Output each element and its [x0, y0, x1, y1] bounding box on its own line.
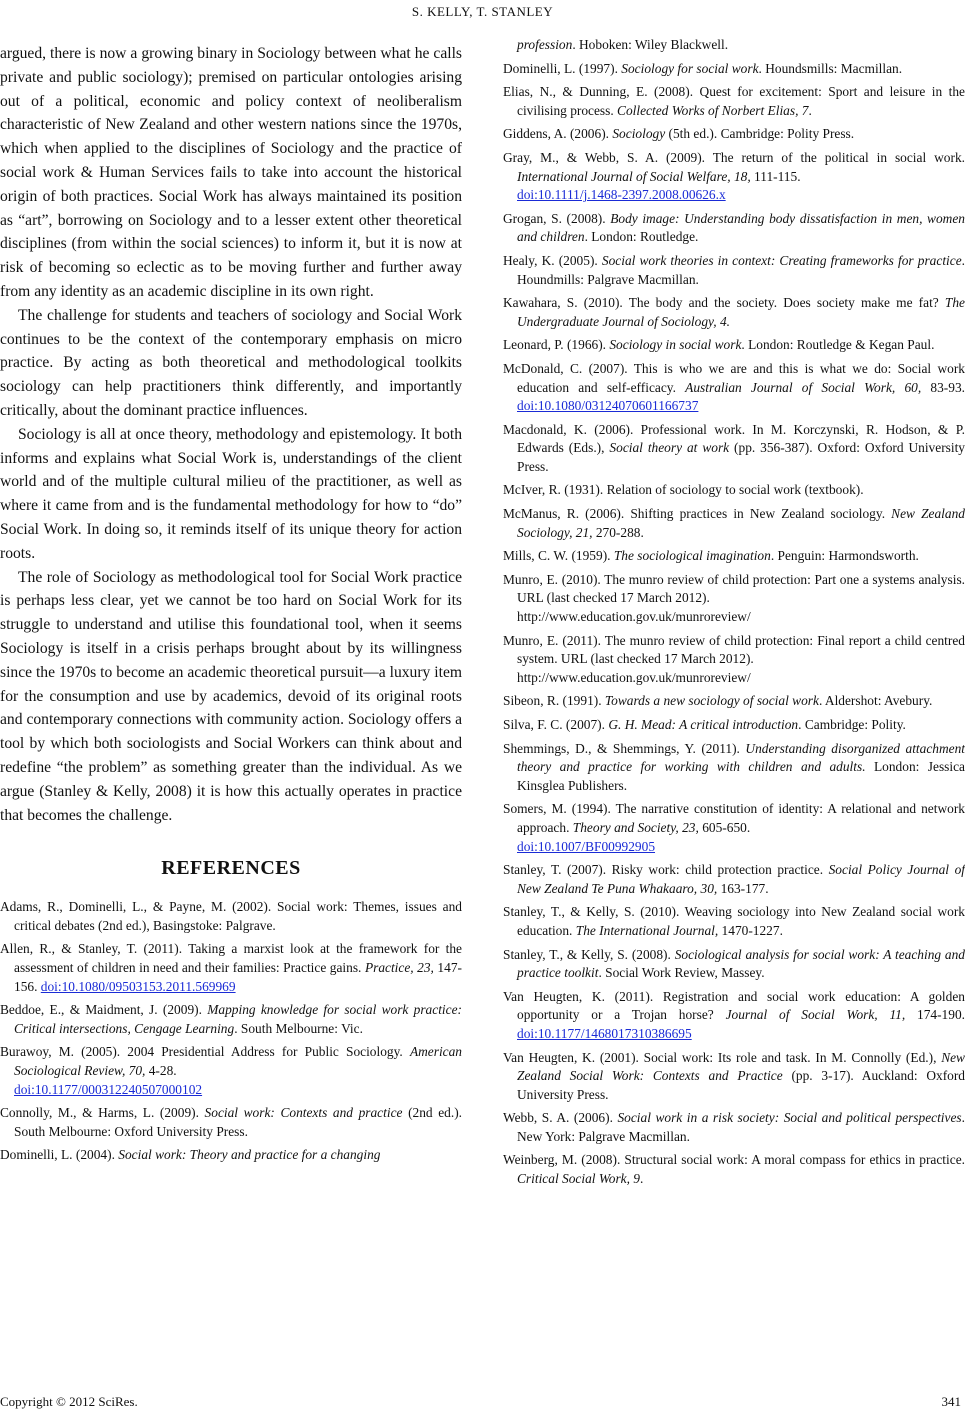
reference-text: Van Heugten, K. (2011). Registration and social work education: A golden opportunity or a Trojan horse?: [503, 988, 965, 1023]
doi-link[interactable]: doi:10.1177/1468017310386695: [517, 1025, 692, 1041]
reference-entry: [503, 861, 965, 898]
reference-title: Mapping knowledge for social work practice: Critical intersections, Cengage Learning: [14, 1002, 462, 1036]
reference-entry: [503, 716, 965, 735]
reference-text: Stanley, T. (2007). Risky work: child protection practice.: [503, 862, 829, 878]
reference-text: McIver, R. (1931). Relation of sociology to social work (textbook).: [503, 482, 864, 498]
reference-details: 4-28.: [145, 1063, 177, 1079]
reference-text: Healy, K. (2005).: [503, 252, 602, 268]
reference-title: Body image: Understanding body dissatisfaction in men, women and children: [517, 210, 965, 245]
reference-text: Van Heugten, K. (2001). Social work: Its role and task. In M. Connolly (Ed.),: [503, 1049, 942, 1065]
reference-url[interactable]: http://www.education.gov.uk/munroreview/: [517, 669, 751, 685]
reference-text: Stanley, T., & Kelly, S. (2010). Weaving sociology into New Zealand social work education.: [503, 904, 965, 938]
reference-title: New Zealand Social Work: Contexts and Practice: [517, 1049, 965, 1084]
reference-details: 147-156.: [14, 960, 462, 994]
reference-title: Journal of Social Work, 11,: [725, 1007, 906, 1023]
reference-entry: [503, 360, 965, 416]
reference-details: London: Jessica Kinsglea Publishers.: [517, 759, 965, 793]
reference-details: (pp. 356-387). Oxford: Oxford University Press.: [517, 440, 965, 474]
reference-details: 83-93.: [921, 379, 965, 395]
reference-title: Social theory at work: [609, 440, 730, 456]
reference-entry: [503, 149, 965, 205]
reference-title: Social work: Theory and practice for a changing: [118, 1147, 381, 1163]
reference-details: 163-177.: [717, 880, 769, 896]
reference-text: Silva, F. C. (2007).: [503, 717, 609, 732]
reference-entry: [503, 481, 965, 500]
reference-title: Theory and Society, 23,: [572, 819, 699, 835]
reference-entry: [503, 903, 965, 940]
reference-details: . Hoboken: Wiley Blackwell.: [572, 37, 729, 52]
right-column: [503, 36, 965, 1194]
reference-title: The sociological imagination: [613, 548, 771, 564]
reference-entry: [0, 940, 462, 996]
reference-title: Sociological analysis for social work: A teaching and practice toolkit: [517, 946, 965, 981]
reference-title: American Sociological Review, 70,: [14, 1044, 462, 1079]
reference-text: Dominelli, L. (1997).: [503, 60, 622, 76]
reference-title: Practice, 23,: [364, 960, 434, 976]
reference-text: Beddoe, E., & Maidment, J. (2009).: [0, 1002, 208, 1018]
reference-entry: [0, 1043, 462, 1099]
reference-text: McManus, R. (2006). Shifting practices in New Zealand sociology.: [503, 506, 892, 522]
reference-entry: [503, 632, 965, 688]
doi-link[interactable]: doi:10.1111/j.1468-2397.2008.00626.x: [517, 187, 726, 203]
reference-entry: [0, 1104, 462, 1141]
reference-entry: [503, 60, 965, 79]
reference-entry: [503, 740, 965, 796]
reference-entry: [503, 421, 965, 477]
reference-details: 270-288.: [592, 524, 644, 540]
reference-text: Sibeon, R. (1991).: [503, 693, 605, 709]
reference-entry: [503, 571, 965, 627]
left-column: [0, 42, 462, 1170]
reference-title: Social work: Contexts and practice: [204, 1105, 403, 1121]
reference-text: Weinberg, M. (2008). Structural social work: A moral compass for ethics in practice.: [503, 1152, 965, 1168]
reference-title: Sociology for social work: [621, 60, 759, 76]
reference-details: .: [640, 1171, 644, 1187]
reference-text: Burawoy, M. (2005). 2004 Presidential Address for Public Sociology.: [0, 1044, 410, 1060]
reference-entry: [503, 1151, 965, 1188]
reference-entry: [503, 692, 965, 711]
reference-title: Collected Works of Norbert Elias, 7: [617, 102, 809, 118]
reference-title: Critical Social Work, 9: [517, 1171, 640, 1187]
reference-details: .: [808, 102, 812, 118]
reference-details: . Penguin: Harmondsworth.: [770, 548, 919, 564]
reference-details: 111-115.: [750, 168, 801, 184]
reference-details: (2nd ed.). South Melbourne: Oxford University Press.: [14, 1105, 462, 1139]
reference-text: Giddens, A. (2006).: [503, 126, 613, 142]
reference-details: (5th ed.). Cambridge: Polity Press.: [665, 126, 855, 142]
paragraph-2: The challenge for students and teachers of sociology and Social Work continues to be the context of the contemporary emphasis on micro practice. By acting as both theoretical and methodological toolkits sociology can help practitioners think differently, and importantly critically, about the dominant practice influences.: [0, 306, 462, 419]
doi-link[interactable]: doi:10.1177/000312240507000102: [14, 1081, 203, 1097]
reference-details: . New York: Palgrave Macmillan.: [517, 1110, 965, 1144]
reference-entry: [503, 36, 965, 55]
reference-text: Munro, E. (2010). The munro review of child protection: Part one a systems analysis. URL (last checked 17 March 2012).: [503, 571, 965, 606]
reference-text: Grogan, S. (2008).: [503, 210, 611, 226]
reference-details: 605-650.: [698, 819, 751, 835]
reference-title: Social Policy Journal of New Zealand Te Puna Whakaaro, 30,: [517, 862, 965, 896]
reference-entry: [0, 1001, 462, 1038]
reference-entry: [503, 125, 965, 144]
reference-text: Adams, R., Dominelli, L., & Payne, M. (2002). Social work: Themes, issues and critical debates (2nd ed.), Basingstoke: Palgrave.: [0, 899, 462, 933]
reference-title: Sociology in social work: [609, 337, 742, 353]
reference-entry: [503, 1109, 965, 1146]
reference-text: Gray, M., & Webb, S. A. (2009). The return of the political in social work.: [503, 149, 965, 165]
reference-details: . Houndmills: Palgrave Macmillan.: [517, 252, 965, 287]
copyright-notice: Copyright © 2012 SciRes.: [0, 1394, 138, 1409]
reference-list-right: [503, 36, 965, 1189]
references-heading: REFERENCES: [161, 857, 301, 880]
doi-link[interactable]: doi:10.1080/09503153.2011.569969: [40, 978, 236, 994]
reference-entry: [0, 898, 462, 935]
reference-entry: [503, 294, 965, 331]
reference-title: Sociology: [612, 126, 666, 142]
paragraph-3: Sociology is all at once theory, methodology and epistemology. It both informs and explains what Social Work is, understandings of the client world and of the multiple cultural milieu of the practitioner, as well as where it came from and is the fundamental methodology for how to “do” Social Work. In doing so, it reminds itself of its unique theory for action roots.: [0, 425, 462, 562]
reference-title: profession: [517, 37, 573, 52]
reference-text: Webb, S. A. (2006).: [503, 1110, 618, 1126]
reference-title: Social work theories in context: Creating frameworks for practice: [601, 252, 962, 268]
reference-text: Munro, E. (2011). The munro review of child protection: Final report a child centred system. URL (last checked 17 March 2012).: [503, 632, 965, 667]
reference-entry: [503, 210, 965, 247]
reference-entry: [503, 252, 965, 289]
reference-text: Mills, C. W. (1959).: [503, 548, 614, 564]
reference-details: . Houndsmills: Macmillan.: [758, 60, 903, 76]
reference-title: Understanding disorganized attachment theory and practice for working with children and adults.: [517, 740, 965, 775]
running-head: S. KELLY, T. STANLEY: [411, 4, 554, 19]
paragraph-4: The role of Sociology as methodological tool for Social Work practice is perhaps less clear, yet we cannot be too hard on Social Work for its struggle to understand and utilise this foundational tool, when it seems Sociology is itself in a crisis perhaps brought about by its willingness since the 1970s to become an academic theoretical pursuit—a luxury item for the consumption and use by academics, devoid of its original roots and contemporary connections with community action. Sociology offers a tool by which both sociologists and Social Workers can think about and redefine “the problem” as something greater than the individual. As we argue (Stanley & Kelly, 2008) it is how this actually operates in practice that becomes the challenge.: [0, 568, 462, 824]
reference-title: The Undergraduate Journal of Sociology, 4.: [517, 295, 965, 329]
paragraph-1: argued, there is now a growing binary in Sociology between what he calls private and public sociology); premised on particular ontologies arising out of a political, economic and policy context of neoliberalism characteristic of New Zealand and other western nations since the 1970s, which when applied to the disciplines of Sociology and the practice of social work & Human Services fails to take into account the historical origin of both practices. Social Work has always maintained its position as “art”, borrowing on Sociology and to a lesser extent other theoretical disciplines (from within the social sciences) to inform it, but it is now at risk of becoming so eclectic as to be moving further and further away from any identity as an academic discipline in its own right.: [0, 45, 462, 300]
reference-entry: [503, 946, 965, 983]
reference-text: Elias, N., & Dunning, E. (2008). Quest for excitement: Sport and leisure in the civilising process.: [503, 84, 965, 118]
reference-text: Kawahara, S. (2010). The body and the society. Does society make me fat?: [503, 295, 945, 311]
reference-text: Stanley, T., & Kelly, S. (2008).: [503, 946, 675, 962]
reference-title: G. H. Mead: A critical introduction: [608, 717, 799, 732]
reference-text: Macdonald, K. (2006). Professional work. In M. Korczynski, R. Hodson, & P. Edwards (Eds.),: [503, 421, 965, 456]
reference-details: . London: Routledge & Kegan Paul.: [741, 337, 935, 353]
reference-list-left: [0, 898, 462, 1165]
reference-text: Connolly, M., & Harms, L. (2009).: [0, 1105, 205, 1121]
reference-details: . London: Routledge.: [584, 229, 699, 245]
reference-text: Somers, M. (1994). The narrative constitution of identity: A relational and network approach.: [503, 801, 965, 835]
reference-entry: [503, 1049, 965, 1105]
reference-details: . Aldershot: Avebury.: [818, 693, 933, 709]
reference-details: (pp. 3-17). Auckland: Oxford University Press.: [517, 1068, 965, 1102]
doi-link[interactable]: doi:10.1007/BF00992905: [517, 838, 656, 854]
reference-entry: [503, 988, 965, 1044]
reference-text: Shemmings, D., & Shemmings, Y. (2011).: [503, 740, 746, 756]
reference-title: New Zealand Sociology, 21,: [517, 506, 965, 540]
reference-title: The International Journal,: [575, 922, 719, 938]
reference-text: Dominelli, L. (2004).: [0, 1147, 119, 1163]
reference-text: Allen, R., & Stanley, T. (2011). Taking a marxist look at the framework for the assessment of children in need and their families: Practice gains.: [0, 941, 462, 976]
reference-title: International Journal of Social Welfare, 18,: [517, 168, 751, 184]
reference-entry: [503, 547, 965, 566]
reference-details: . South Melbourne: Vic.: [234, 1020, 363, 1036]
doi-link[interactable]: doi:10.1080/03124070601166737: [517, 398, 699, 414]
reference-details: 1470-1227.: [718, 922, 783, 938]
reference-entry: [503, 800, 965, 856]
reference-details: 174-190.: [905, 1007, 965, 1023]
reference-entry: [0, 1146, 462, 1165]
reference-entry: [503, 83, 965, 120]
reference-text: Leonard, P. (1966).: [503, 337, 610, 353]
reference-details: . Social Work Review, Massey.: [598, 965, 765, 981]
reference-title: Australian Journal of Social Work, 60,: [685, 379, 922, 395]
reference-url[interactable]: http://www.education.gov.uk/munroreview/: [517, 609, 751, 625]
reference-text: McDonald, C. (2007). This is who we are and this is what we do: Social work education and self-efficacy.: [503, 360, 965, 395]
reference-title: Social work in a risk society: Social and political perspectives: [617, 1110, 962, 1126]
reference-entry: [503, 336, 965, 355]
reference-details: . Cambridge: Polity.: [798, 717, 906, 732]
reference-entry: [503, 505, 965, 542]
reference-title: Towards a new sociology of social work: [604, 693, 819, 709]
body-text: [0, 42, 462, 827]
page-number: 341: [941, 1394, 961, 1409]
